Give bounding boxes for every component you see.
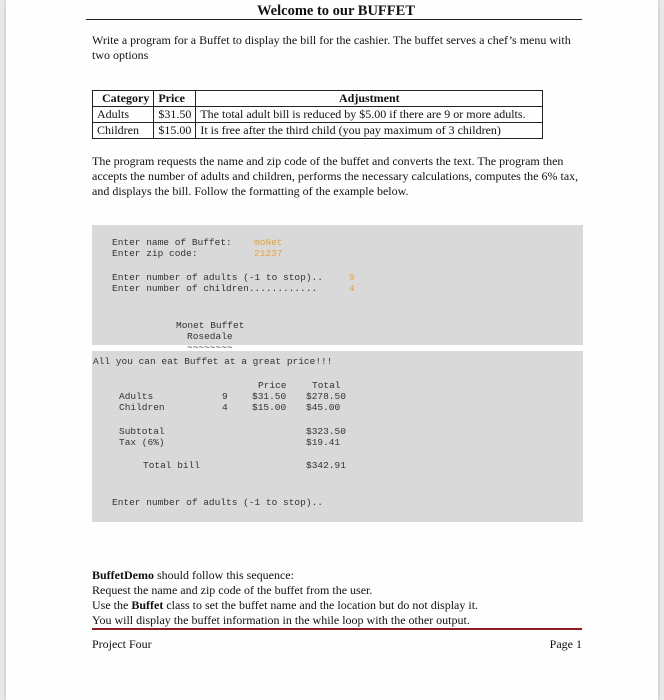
console-output [92,225,583,522]
description-paragraph: The program requests the name and zip code of the buffet and converts the text. The program then accepts the number of adults and children, performs the necessary calculations, computes the 6% tax, and displays the bill. Follow the formatting of the example below. [92,154,579,198]
footer-page-number: Page 1 [549,637,582,651]
sequence-line-2 [92,598,582,613]
sequence-line-2-bold: Buffet [131,598,164,612]
document-page [6,0,658,700]
input-zip: 21237 [254,248,283,259]
header-price: Price [154,91,196,107]
title-divider [86,19,582,20]
sequence-lead-bold: BuffetDemo [92,568,154,582]
input-children: 4 [349,283,355,294]
page-title: Welcome to our BUFFET [256,3,415,19]
children-label: Children [119,402,165,413]
row-adjustment: The total adult bill is reduced by $5.00 if there are 9 or more adults. [196,107,543,123]
footer-project: Project Four [92,637,152,651]
total-value: $342.91 [306,460,346,471]
header-adjustment: Adjustment [196,91,543,107]
tax-value: $19.41 [306,437,341,448]
column-price: Price [258,380,287,391]
prompt-adults-again: Enter number of adults (-1 to stop).. [112,497,323,508]
slogan: All you can eat Buffet at a great price!!! [93,356,333,367]
sequence-lead [92,568,582,583]
intro-paragraph: Write a program for a Buffet to display the bill for the cashier. The buffet serves a chef’s menu with two options [92,33,571,62]
table-header-row [93,91,543,107]
children-count: 4 [222,402,228,413]
children-total: $45.00 [306,402,341,413]
input-adults: 9 [349,272,355,283]
adults-total: $278.50 [306,391,346,402]
tax-label: Tax (6%) [119,437,165,448]
row-category: Adults [93,107,154,123]
children-price: $15.00 [252,402,287,413]
adults-price: $31.50 [252,391,287,402]
subtotal-label: Subtotal [119,426,165,437]
adults-count: 9 [222,391,228,402]
input-name: moNet [254,237,283,248]
row-adjustment: It is free after the third child (you pay maximum of 3 children) [196,123,543,139]
category-table [92,90,543,139]
footer-divider [92,628,582,630]
sequence-lead-rest: should follow this sequence: [153,568,294,582]
sequence-line-3: You will display the buffet information in the while loop with the other output. [92,613,470,627]
prompt-children: Enter number of children............ [112,283,318,294]
subtotal-value: $323.50 [306,426,346,437]
column-total: Total [312,380,341,391]
sequence-line-2-b: class to set the buffet name and the location but do not display it. [163,598,479,612]
total-label: Total bill [143,460,201,471]
header-category: Category [93,91,154,107]
prompt-zip: Enter zip code: [112,248,198,259]
table-row [93,123,543,139]
sequence-section [92,568,582,628]
console-gap [92,345,583,351]
table-row [93,107,543,123]
sequence-line-2-a: Use the [92,598,132,612]
buffet-name: Monet Buffet [176,320,245,331]
row-category: Children [93,123,154,139]
row-price: $31.50 [154,107,196,123]
sequence-line-1: Request the name and zip code of the buffet from the user. [92,583,373,597]
location-underline: ~~~~~~~~ [187,342,233,353]
adults-label: Adults [119,391,154,402]
prompt-name: Enter name of Buffet: [112,237,232,248]
row-price: $15.00 [154,123,196,139]
buffet-location: Rosedale [187,331,233,342]
prompt-adults: Enter number of adults (-1 to stop).. [112,272,323,283]
